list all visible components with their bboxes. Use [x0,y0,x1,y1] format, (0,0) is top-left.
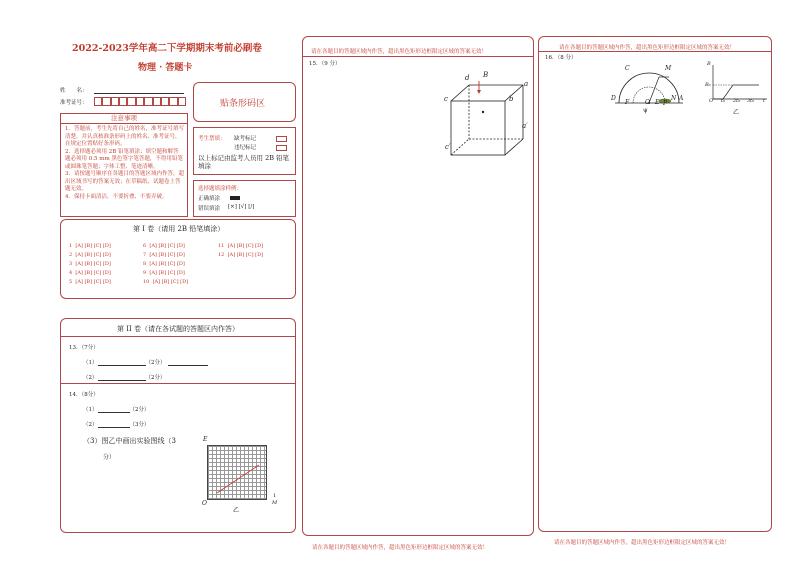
q16-label-d: D [611,95,616,102]
q15-warning-top: 请在各题目的答题区域内作答，超出黑色矩形边框限定区域的答案无效！ [311,49,488,55]
violation-mark-box[interactable] [276,145,287,151]
notes-box [60,113,188,217]
choice-q2[interactable]: 2 [A] [B] [C] [D] [69,252,111,258]
q13-2-answer-line[interactable] [98,380,146,381]
q16-label-c: C [625,65,630,72]
q13-label: 13．（7分） [69,345,99,351]
q16-graph-t0: t₀ [721,98,726,104]
absent-mark-box[interactable] [276,136,287,142]
fill-correct-mark [230,196,240,200]
q13-divider [61,383,295,384]
q16-label-e: E [655,99,660,106]
absent-mark-label: 缺考标记 [234,136,257,142]
forbid-note: 以上标记由监考人员用 2B 铅笔填涂 [198,154,290,170]
q15-label-c: c [444,95,448,103]
exam-number-boxes[interactable] [94,97,186,106]
q16-graph-b0: B₀ [705,82,711,88]
q15-cube-figure [441,79,531,179]
q16-label-f: F [625,99,630,106]
q16-warning-bottom: 请在各题目的答题区域内作答，超出黑色矩形边框限定区域的答案无效！ [554,540,731,546]
part1-col-3 [218,243,263,258]
q16-graph-t: t [763,98,766,104]
part1-box [60,219,296,299]
part2-title: 第 II 卷（请在各试题的答题区内作答） [117,325,239,333]
q14-1: （1） （2分） [83,407,150,413]
q16-graph-b: B [707,61,711,67]
choice-q5[interactable]: 5 [A] [B] [C] [D] [69,279,111,285]
forbid-label: 考生禁填： [198,136,226,142]
q16-graph-o: O [709,98,714,104]
forbid-box [193,127,296,175]
choice-q9[interactable]: 9 [A] [B] [C] [D] [143,270,185,276]
q13-1-answer-line[interactable] [98,365,146,366]
q15-label-a: a [524,80,529,88]
choice-q11[interactable]: 11 [A] [B] [C] [D] [218,243,264,249]
page-subtitle: 物理 · 答题卡 [138,63,193,73]
q15-label-b: b [509,95,514,103]
q16-graph-3t0: 3t₀ [747,98,755,104]
notes-item-4: 4．保持卡面清洁，不要折叠、不要弄破。 [65,193,168,200]
part1-col-1 [69,243,111,285]
q15-label: 15．（9 分） [309,61,341,67]
fill-wrong-label: 错误填涂 [198,206,221,212]
choice-q10[interactable]: 10 [A] [B] [C] [D] [143,279,189,285]
q16-warning-top: 请在各题目的答题区域内作答，超出黑色矩形边框限定区域的答案无效！ [559,45,736,51]
fill-wrong-marks: [×] [√] [/] [228,204,255,210]
q16-b-t-graph [707,63,769,103]
name-label: 姓 名： [60,88,88,94]
q15-label-b-field: B [483,71,489,79]
q15-warning-bottom: 请在各题目的答题区域内作答，超出黑色矩形边框限定区域的答案无效！ [312,545,489,551]
q16-label-o: O [645,99,650,106]
exam-number-label: 准考证号： [60,100,88,106]
fill-correct-label: 正确填涂 [198,196,221,202]
notes-item-2: 2．选择题必须用 2B 铅笔填涂；填空题和解答题必须用 0.5 mm 黑色签字笔答题，不得用铅笔或圆珠笔答题；字体工整、笔迹清晰。 [65,148,183,170]
fill-sample-box [193,180,296,217]
q15-label-c-prime: c′ [445,143,451,151]
q15-label-d: d [465,74,470,82]
part2-title-divider [61,336,295,337]
q16-graph-caption: 乙 [733,109,740,116]
part2-box [60,318,296,533]
q14-axis-e: E [203,436,208,443]
notes-title: 注意事项 [61,114,187,124]
q16-label-a: A [679,95,684,102]
choice-q4[interactable]: 4 [A] [B] [C] [D] [69,270,111,276]
q14-3: （3）图乙中画出实验图线（3 [83,437,176,445]
page-title: 2022-2023学年高二下学期期末考前必刷卷 [72,43,262,54]
choice-q1[interactable]: 1 [A] [B] [C] [D] [69,243,111,249]
q16-label-n: N [671,95,677,102]
q16-label-psi: ψ [643,107,648,114]
notes-item-3: 3．请按题号顺序在各题目的答题区域内作答，超出区域书写的答案无效；在草稿纸、试题卷上答题无效。 [65,171,185,192]
q14-label: 14．（8分） [69,392,99,398]
q16-warning-divider [539,51,771,52]
q14-2-answer-line[interactable] [98,427,130,428]
q16-box [538,36,772,532]
q14-2: （2） （3分） [83,422,150,428]
q16-label: 16．（8 分） [545,55,577,61]
part1-title: 第 I 卷（请用 2B 铅笔填涂） [133,225,225,233]
q16-graph-2t0: 2t₀ [733,98,741,104]
barcode-area [193,82,296,122]
q13-2: （2） （2分） [83,375,166,381]
choice-q7[interactable]: 7 [A] [B] [C] [D] [143,252,185,258]
violation-mark-label: 违纪标记 [234,145,257,151]
choice-q12[interactable]: 12 [A] [B] [C] [D] [218,252,264,258]
q15-label-a-prime: a′ [522,122,528,130]
q14-1-answer-line[interactable] [98,412,130,413]
fill-sample-title: 选择题填涂样例： [198,186,243,192]
q14-axis-x-top: 1 [273,493,277,499]
choice-q8[interactable]: 8 [A] [B] [C] [D] [143,261,185,267]
choice-q6[interactable]: 6 [A] [B] [C] [D] [143,243,185,249]
part1-col-2 [143,243,188,285]
name-line[interactable] [94,93,184,94]
q15-warning-divider [303,56,533,57]
q14-axis-o: O [202,500,207,507]
choice-q3[interactable]: 3 [A] [B] [C] [D] [69,261,111,267]
q13-1-answer-line-b[interactable] [168,365,208,366]
q16-label-p: P [663,100,668,107]
q14-3b: 分） [103,454,116,461]
q14-graph-line [207,445,267,500]
q16-label-m: M [665,65,672,72]
barcode-label: 贴条形码区 [220,99,266,109]
q13-1: （1） （2分） [83,358,208,366]
q14-caption: 乙 [233,507,240,514]
q14-axis-x-bottom: M [272,500,278,506]
notes-item-1: 1．答题前，考生先将自己的姓名，准考证号填写清楚，并认真核准条形码上的姓名、准考证号，在规定位置贴好条形码。 [65,126,185,147]
q15-box [302,36,534,536]
